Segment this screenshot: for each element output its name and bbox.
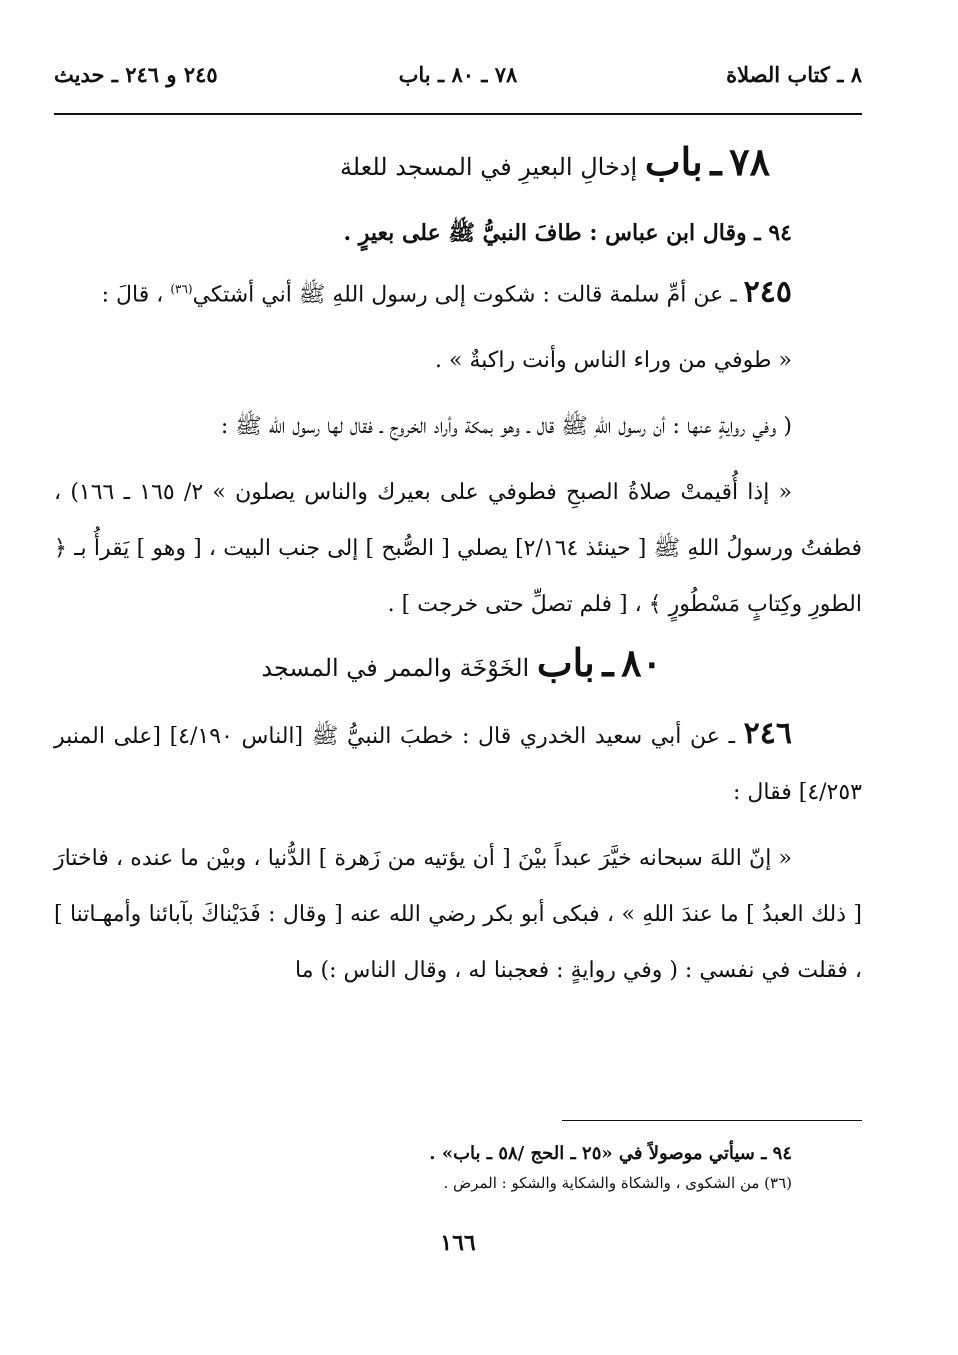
chapter-heading-80: [54, 639, 862, 692]
footnote-marker: (٣٦): [170, 282, 193, 296]
hadith-245-quote-2: « إذا أُقيمتْ صلاةُ الصبحِ فطوفي على بعيرك والناس يصلون » ٢/ ١٦٥ ـ ١٦٦) ، فطفتُ ورسولُ اللهِ ﷺ [ حينئذ ٢/١٦٤] يصلي [ الصُّبح ] إلى جنب البيت ، [ وهو ] يَقرأُ بـ ﴿ الطورِ وكِتابٍ مَسْطُورٍ ﴾ ، [ فلم تصلِّ حتى خرجت ] .: [54, 480, 863, 618]
hadith-number: ٢٤٥: [743, 274, 792, 310]
footnote-36: (٣٦) من الشكوى ، والشكاة والشكاية والشكو : المرض .: [443, 1174, 792, 1192]
hadith-245-narration: ( وفي روايةٍ عنها : أن رسول اللهِ ﷺ قال ـ وهو بمكة وأراد الخروج ـ فقال لها رسول الله ﷺ :: [220, 414, 792, 440]
chapter-title: الخَوْخَة والممر في المسجد: [261, 654, 530, 683]
hadith-246-quote: « إنّ اللهَ سبحانه خيَّرَ عبداً بيْنَ [ أن يؤتيه من زَهرة ] الدُّنيا ، وبيْن ما عنده ، فاختارَ [ ذلك العبدُ ] ما عندَ اللهِ » ، فبكى أبو بكر رضي الله عنه [ وقال : فَدَيْناكَ بآبائنا وأمهـاتنا ] ، فقلت في نفسي : ( وفي روايةٍ : فعجبنا له ، وقال الناس :) ما: [54, 846, 862, 984]
chapter-dash: ـ: [710, 139, 722, 184]
hadith-246-opening: [54, 706, 862, 821]
header-chapter-range: ٧٨ ـ ٨٠ ـ باب: [398, 62, 518, 87]
footnotes: [54, 1138, 862, 1196]
chapter-number: ٧٨: [729, 139, 770, 184]
page-body: [54, 128, 862, 999]
hadith-number: ٢٤٦: [743, 716, 792, 752]
running-header: [54, 62, 862, 102]
book-page: [54, 0, 862, 1355]
chapter-dash: ـ: [602, 640, 614, 686]
header-divider: [54, 113, 862, 115]
footnote-divider: [562, 1120, 862, 1121]
chapter-title: إدخالِ البعيرِ في المسجد للعلة: [339, 153, 638, 181]
page-number: ١٦٦: [440, 1230, 476, 1256]
hadith-text: ـ عن أمِّ سلمة قالت : شكوت إلى رسول اللهِ ﷺ أني أشتكي: [192, 282, 737, 308]
hadith-245-opening: [54, 261, 862, 323]
chapter-word: باب: [644, 139, 703, 184]
hadith-text: ـ عن أبي سعيد الخدري قال : خطبَ النبيُّ ﷺ [الناس ٤/١٩٠] [على المنبر ٤/٢٥٣] فقال :: [54, 724, 862, 806]
header-hadith-range: ٢٤٥ و ٢٤٦ ـ حديث: [54, 62, 218, 87]
header-book-title: ٨ ـ كتاب الصلاة: [726, 62, 862, 87]
chapter-word: باب: [536, 640, 595, 686]
hadith-text-end: ، قالَ :: [101, 282, 164, 308]
chapter-heading-78: [54, 138, 862, 191]
hadith-245-quote: « طوفي من وراء الناس وأنت راكبةٌ » .: [435, 348, 792, 374]
athar-94: ٩٤ ـ وقال ابن عباس : طافَ النبيُّ ﷺ على بعيرٍ .: [343, 220, 792, 246]
chapter-number: ٨٠: [621, 640, 662, 686]
footnote-94: ٩٤ ـ سيأتي موصولاً في «٢٥ ـ الحج /٥٨ ـ باب» .: [429, 1143, 792, 1164]
